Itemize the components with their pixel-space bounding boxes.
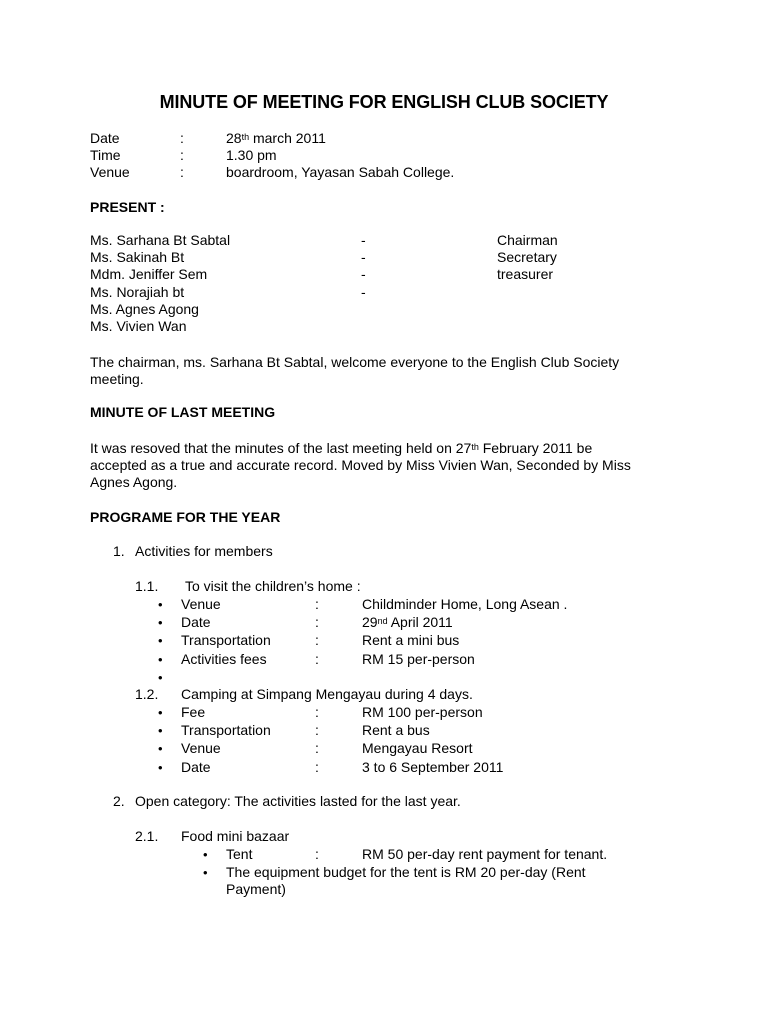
sub-list-label: Food mini bazaar (181, 828, 290, 844)
bullet-icon: • (203, 847, 208, 862)
present-member-role: Secretary (497, 249, 557, 265)
bullet-value: Childminder Home, Long Asean . (362, 596, 568, 612)
present-member-dash: - (361, 284, 366, 300)
bullet-icon: • (158, 670, 163, 685)
bullet-sep: : (315, 722, 319, 738)
list-item-label: Activities for members (135, 543, 273, 559)
present-member-dash: - (361, 249, 366, 265)
bullet-label: Venue (181, 596, 221, 612)
present-member-name: Ms. Vivien Wan (90, 318, 187, 334)
list-item-label: Open category: The activities lasted for the last year. (135, 793, 461, 809)
bullet-sep: : (315, 614, 319, 630)
present-member-role: treasurer (497, 266, 554, 282)
bullet-icon: • (203, 865, 208, 880)
bullet-icon: • (158, 760, 163, 775)
bullet-value: 3 to 6 September 2011 (362, 759, 504, 775)
bullet-icon: • (158, 705, 163, 720)
bullet-icon: • (158, 615, 163, 630)
present-member-name: Ms. Norajiah bt (90, 284, 185, 300)
present-member-role: Chairman (497, 232, 558, 248)
detail-time-sep: : (180, 147, 184, 163)
bullet-label: Venue (181, 740, 221, 756)
bullet-value: 29nd April 2011 (362, 614, 453, 630)
present-heading: PRESENT : (90, 199, 165, 215)
bullet-sep: : (315, 704, 319, 720)
bullet-sep: : (315, 632, 319, 648)
detail-venue-label: Venue (90, 164, 130, 180)
programme-heading: PROGRAME FOR THE YEAR (90, 509, 281, 525)
bullet-value: Rent a mini bus (362, 632, 460, 648)
bullet-value: RM 15 per-person (362, 651, 475, 667)
bullet-value: RM 50 per-day rent payment for tenant. (362, 846, 608, 862)
bullet-value: Rent a bus (362, 722, 430, 738)
sub-list-number: 1.1. (135, 578, 159, 594)
list-number: 1. (113, 543, 125, 559)
last-meeting-text: accepted as a true and accurate record. Moved by Miss Vivien Wan, Seconded by Miss (90, 457, 631, 473)
bullet-icon: • (158, 652, 163, 667)
bullet-label: Transportation (181, 632, 271, 648)
detail-date-sep: : (180, 130, 184, 146)
present-member-dash: - (361, 266, 366, 282)
present-member-name: Ms. Sarhana Bt Sabtal (90, 232, 231, 248)
bullet-icon: • (158, 723, 163, 738)
bullet-sep: : (315, 846, 319, 862)
bullet-sep: : (315, 651, 319, 667)
list-number: 2. (113, 793, 125, 809)
bullet-value: RM 100 per-person (362, 704, 483, 720)
budget-text: The equipment budget for the tent is RM 20 per-day (Rent (226, 864, 586, 880)
bullet-sep: : (315, 740, 319, 756)
bullet-label: Transportation (181, 722, 271, 738)
bullet-value: Mengayau Resort (362, 740, 473, 756)
bullet-label: Date (181, 614, 211, 630)
sub-list-number: 1.2. (135, 686, 159, 702)
detail-venue-value: boardroom, Yayasan Sabah College. (226, 164, 455, 180)
detail-venue-sep: : (180, 164, 184, 180)
present-member-dash: - (361, 232, 366, 248)
bullet-label: Tent (226, 846, 253, 862)
sub-list-label: Camping at Simpang Mengayau during 4 days. (181, 686, 473, 702)
bullet-icon: • (158, 741, 163, 756)
last-meeting-heading: MINUTE OF LAST MEETING (90, 404, 276, 420)
detail-date-label: Date (90, 130, 120, 146)
present-member-name: Mdm. Jeniffer Sem (90, 266, 208, 282)
welcome-text: The chairman, ms. Sarhana Bt Sabtal, welcome everyone to the English Club Society (90, 354, 620, 370)
detail-date-value: 28th march 2011 (226, 130, 326, 146)
present-member-name: Ms. Agnes Agong (90, 301, 199, 317)
document-title: MINUTE OF MEETING FOR ENGLISH CLUB SOCIETY (159, 92, 609, 112)
bullet-label: Fee (181, 704, 206, 720)
bullet-label: Date (181, 759, 211, 775)
bullet-sep: : (315, 596, 319, 612)
last-meeting-text: It was resoved that the minutes of the last meeting held on 27th February 2011 be (90, 440, 593, 456)
last-meeting-text: Agnes Agong. (90, 474, 178, 490)
present-member-name: Ms. Sakinah Bt (90, 249, 185, 265)
sub-list-number: 2.1. (135, 828, 159, 844)
budget-text: Payment) (226, 881, 286, 897)
detail-time-label: Time (90, 147, 121, 163)
detail-time-value: 1.30 pm (226, 147, 277, 163)
bullet-icon: • (158, 633, 163, 648)
welcome-text: meeting. (90, 371, 144, 387)
sub-list-label: To visit the children’s home : (185, 578, 361, 594)
bullet-sep: : (315, 759, 319, 775)
bullet-label: Activities fees (181, 651, 267, 667)
bullet-icon: • (158, 597, 163, 612)
